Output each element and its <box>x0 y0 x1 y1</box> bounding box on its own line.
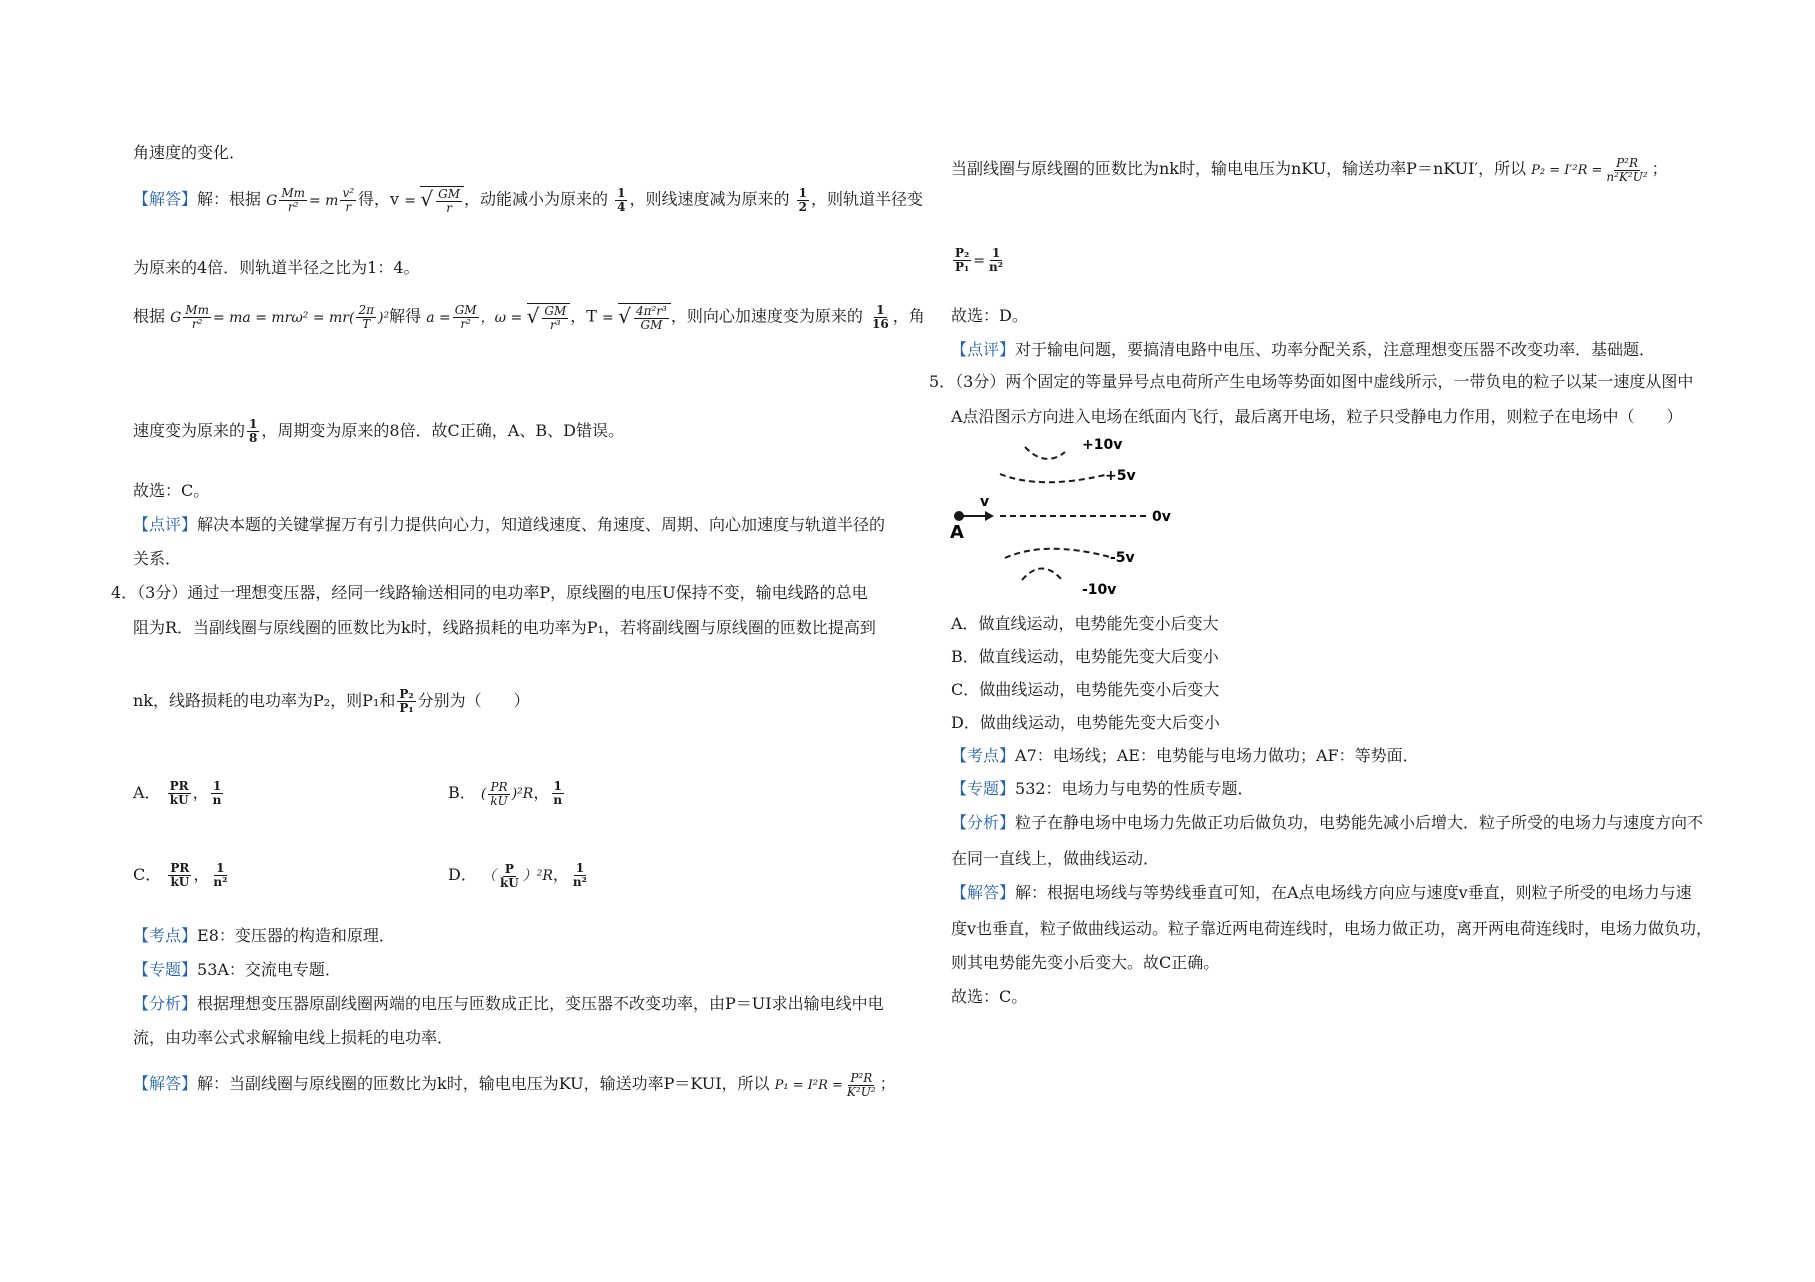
option-5a[interactable]: A．做直线运动，电势能先变小后变大 <box>951 614 1219 633</box>
text-line: 流，由功率公式求解输电线上损耗的电功率． <box>133 1028 454 1047</box>
formula: $\frac{1}{n}$ <box>553 779 563 807</box>
option-d[interactable]: D． （ $\frac{P}{kU}$ ）²R， $\frac{1}{\text{n²}}$ <box>448 861 587 890</box>
equipotential-figure <box>950 432 1200 604</box>
fraction-p2-p1: $\frac{\text{P₂}}{\text{P₁}}$ <box>399 687 414 715</box>
jieda-line: 【解答】解：当副线圈与原线圈的匝数比为k时，输电电压为KU，输送功率P＝KUI，所以 P₁ = I²R = $\frac{\text{P²R}}{\text{K²U²}}$ ； <box>133 1071 896 1099</box>
option-5d[interactable]: D．做曲线运动，电势能先变大后变小 <box>951 713 1220 732</box>
text: ，则向心加速度变为原来的 <box>670 306 863 326</box>
zhuanti-tag: 【专题】 <box>133 960 198 979</box>
formula: = √ $\frac{\text{4π²r³}}{GM}$ <box>602 310 671 326</box>
formula: a = $\frac{GM}{\text{r²}}$ ，ω = √ $\frac{GM}{\text{r³}}$ <box>426 310 570 326</box>
answer-tag: 【解答】 <box>133 189 198 209</box>
question-4-line2: 阻为R．当副线圈与原线圈的匝数比为k时，线路损耗的电功率为P₁，若将副线圈与原线圈的匝数比提高到 <box>133 618 876 637</box>
formula: G $\frac{Mm}{\text{r²}}$ = ma = mrω² = mr( $\frac{2\pi}{T}$ )² <box>170 303 390 331</box>
kaodian-line <box>951 746 1419 766</box>
equipotential-line-plus5 <box>1000 474 1105 482</box>
fraction-half: $\frac{1}{2}$ <box>798 185 807 214</box>
text-line: 则其电势能先变小后变大。故C正确。 <box>951 953 1220 972</box>
label-minus5: -5v <box>1110 550 1135 566</box>
comment-line <box>951 340 1655 360</box>
formula-line <box>133 303 925 332</box>
option-label: C． <box>133 865 162 884</box>
question-4-line1: 4．（3分）通过一理想变压器，经同一线路输送相同的电功率P，原线圈的电压U保持不变，输电线路的总电 <box>111 583 868 602</box>
label-v: v <box>980 494 990 510</box>
text: ，角 <box>892 306 925 326</box>
text: 得，v <box>358 189 400 209</box>
text: 解：根据 <box>197 189 262 209</box>
formula: P₁ = I²R = $\frac{\text{P²R}}{\text{K²U²}}$ <box>774 1071 876 1099</box>
text: A7：电场线；AE：电势能与电场力做功；AF：等势面． <box>1015 746 1419 765</box>
label-a: A <box>950 522 964 543</box>
formula: $\frac{PR}{kU}$ <box>169 779 189 807</box>
zhuanti-line <box>133 960 341 980</box>
text: 解决本题的关键掌握万有引力提供向心力，知道线速度、角速度、周期、向心加速度与轨道半径的 <box>197 515 886 534</box>
comment-tag: 【点评】 <box>133 515 198 534</box>
text-line <box>133 418 624 445</box>
text: 当副线圈与原线圈的匝数比为nk时，输电电压为nKU，输送功率P＝nKUI′，所以 <box>951 159 1527 178</box>
option-5b[interactable]: B．做直线运动，电势能先变大后变小 <box>951 647 1219 666</box>
text: 根据 <box>133 306 166 326</box>
option-label: D． <box>448 865 477 884</box>
text-line: 度v也垂直，粒子做曲线运动。粒子靠近两电荷连线时，电场力做正功，离开两电荷连线时，电场力做负功， <box>951 919 1713 938</box>
answer-tag: 【解答】 <box>951 883 1016 902</box>
formula: ( $\frac{PR}{kU}$ )²R <box>480 779 534 808</box>
text: ，则线速度减为原来的 <box>629 189 790 209</box>
fraction-quarter: $\frac{1}{4}$ <box>617 185 626 214</box>
option-label: B． <box>448 783 476 802</box>
text: nk，线路损耗的电功率为P₂，则P₁和 <box>133 691 396 710</box>
zhuanti-line <box>951 779 1254 799</box>
text: E8：变压器的构造和原理． <box>197 926 395 945</box>
text: ，周期变为原来的8倍．故C正确，A、B、D错误。 <box>261 421 624 440</box>
text-line: 角速度的变化． <box>133 143 246 162</box>
formula: $\frac{1}{\text{n²}}$ <box>213 861 228 889</box>
label-plus10: +10v <box>1082 437 1123 453</box>
jieda-line <box>951 883 1692 903</box>
zhuanti-tag: 【专题】 <box>951 779 1016 798</box>
text: 分别为（ ） <box>417 691 530 710</box>
kaodian-line <box>133 926 395 946</box>
comment-tag: 【点评】 <box>951 340 1016 359</box>
formula: $\frac{1}{n}$ <box>212 779 222 807</box>
option-a[interactable]: A． $\frac{PR}{kU}$ ， $\frac{1}{n}$ <box>133 779 222 807</box>
fenxi-tag: 【分析】 <box>951 813 1016 832</box>
label-zero: 0v <box>1152 509 1171 525</box>
label-minus10: -10v <box>1082 582 1117 598</box>
equipotential-line-plus10 <box>1025 447 1065 459</box>
option-c[interactable]: C． $\frac{PR}{kU}$ ， $\frac{1}{\text{n²}}$ <box>133 861 228 889</box>
text-line: 为原来的4倍．则轨道半径之比为1：4。 <box>133 258 420 277</box>
text: 解得 <box>389 306 422 326</box>
formula: G $\frac{Mm}{\text{r²}}$ = m $\frac{\text{v²}}{r}$ <box>266 186 355 214</box>
formula: P₂ = I′²R = $\frac{\text{P²R}}{\text{n²K²U²}}$ <box>1531 156 1648 184</box>
question-5-line1: 5．（3分）两个固定的等量异号点电荷所产生电场等势面如图中虚线所示，一带负电的粒子以某一速度从图中 <box>929 372 1694 391</box>
question-5-line2: A点沿图示方向进入电场在纸面内飞行，最后离开电场，粒子只受静电力作用，则粒子在电场中（ ） <box>951 407 1683 426</box>
solution-line <box>133 186 923 215</box>
formula: $\frac{1}{\text{n²}}$ <box>572 861 587 889</box>
option-5c[interactable]: C．做曲线运动，电势能先变小后变大 <box>951 680 1220 699</box>
text: 根据理想变压器原副线圈两端的电压与匝数成正比，变压器不改变功率，由P＝UI求出输电线中电 <box>197 994 884 1013</box>
kaodian-tag: 【考点】 <box>133 926 198 945</box>
text: 解：当副线圈与原线圈的匝数比为k时，输电电压为KU，输送功率P＝KUI，所以 <box>197 1074 770 1093</box>
fenxi-line <box>133 994 884 1014</box>
question-4-line3 <box>133 688 530 715</box>
text: 对于输电问题，要搞清电路中电压、功率分配关系，注意理想变压器不改变功率．基础题． <box>1015 340 1656 359</box>
arrowhead <box>985 511 994 521</box>
comment-line <box>133 515 885 535</box>
text: ，动能减小为原来的 <box>464 189 609 209</box>
formula: （ $\frac{P}{kU}$ ）²R <box>481 861 553 890</box>
label-plus5: +5v <box>1105 468 1136 484</box>
equipotential-line-minus10 <box>1022 569 1062 581</box>
text: 53A：交流电专题． <box>197 960 341 979</box>
choice-line: 故选：D。 <box>951 306 1028 325</box>
text: 速度变为原来的 <box>133 421 246 440</box>
fraction-eighth: $\frac{1}{8}$ <box>249 417 258 445</box>
option-b[interactable]: B． ( $\frac{PR}{kU}$ )²R， $\frac{1}{n}$ <box>448 779 563 808</box>
kaodian-tag: 【考点】 <box>951 746 1016 765</box>
text: ，则轨道半径变 <box>810 189 923 209</box>
text: 532：电场力与电势的性质专题． <box>1015 779 1254 798</box>
equipotential-line-minus5 <box>1005 549 1110 558</box>
text: 粒子在静电场中电场力先做正功后做负功，电势能先减小后增大．粒子所受的电场力与速度方向不 <box>1015 813 1704 832</box>
formula: = √ $\frac{GM}{r}$ <box>404 193 464 209</box>
option-label: A． <box>133 783 161 802</box>
answer-tag: 【解答】 <box>133 1074 198 1093</box>
text: ，T <box>570 306 597 326</box>
fenxi-tag: 【分析】 <box>133 994 198 1013</box>
fraction-sixteenth: $\frac{1}{16}$ <box>871 302 889 331</box>
fenxi-line <box>951 813 1703 833</box>
choice-line: 故选：C。 <box>951 987 1028 1006</box>
text-line: 在同一直线上，做曲线运动． <box>951 849 1160 868</box>
formula: $\frac{PR}{kU}$ <box>170 861 190 889</box>
choice-line: 故选：C。 <box>133 481 210 500</box>
text-line: 关系． <box>133 549 182 568</box>
text: 解：根据电场线与等势线垂直可知，在A点电场线方向应与速度v垂直，则粒子所受的电场力与速 <box>1015 883 1692 902</box>
formula-ratio: $\frac{\text{P₂}}{\text{P₁}}$ = $\frac{1}{\text{n²}}$ <box>955 246 1003 274</box>
text-line: 当副线圈与原线圈的匝数比为nk时，输电电压为nKU，输送功率P＝nKUI′，所以 P₂ = I′²R = $\frac{\text{P²R}}{\text{n²K²U²}}$ ； <box>951 156 1668 184</box>
